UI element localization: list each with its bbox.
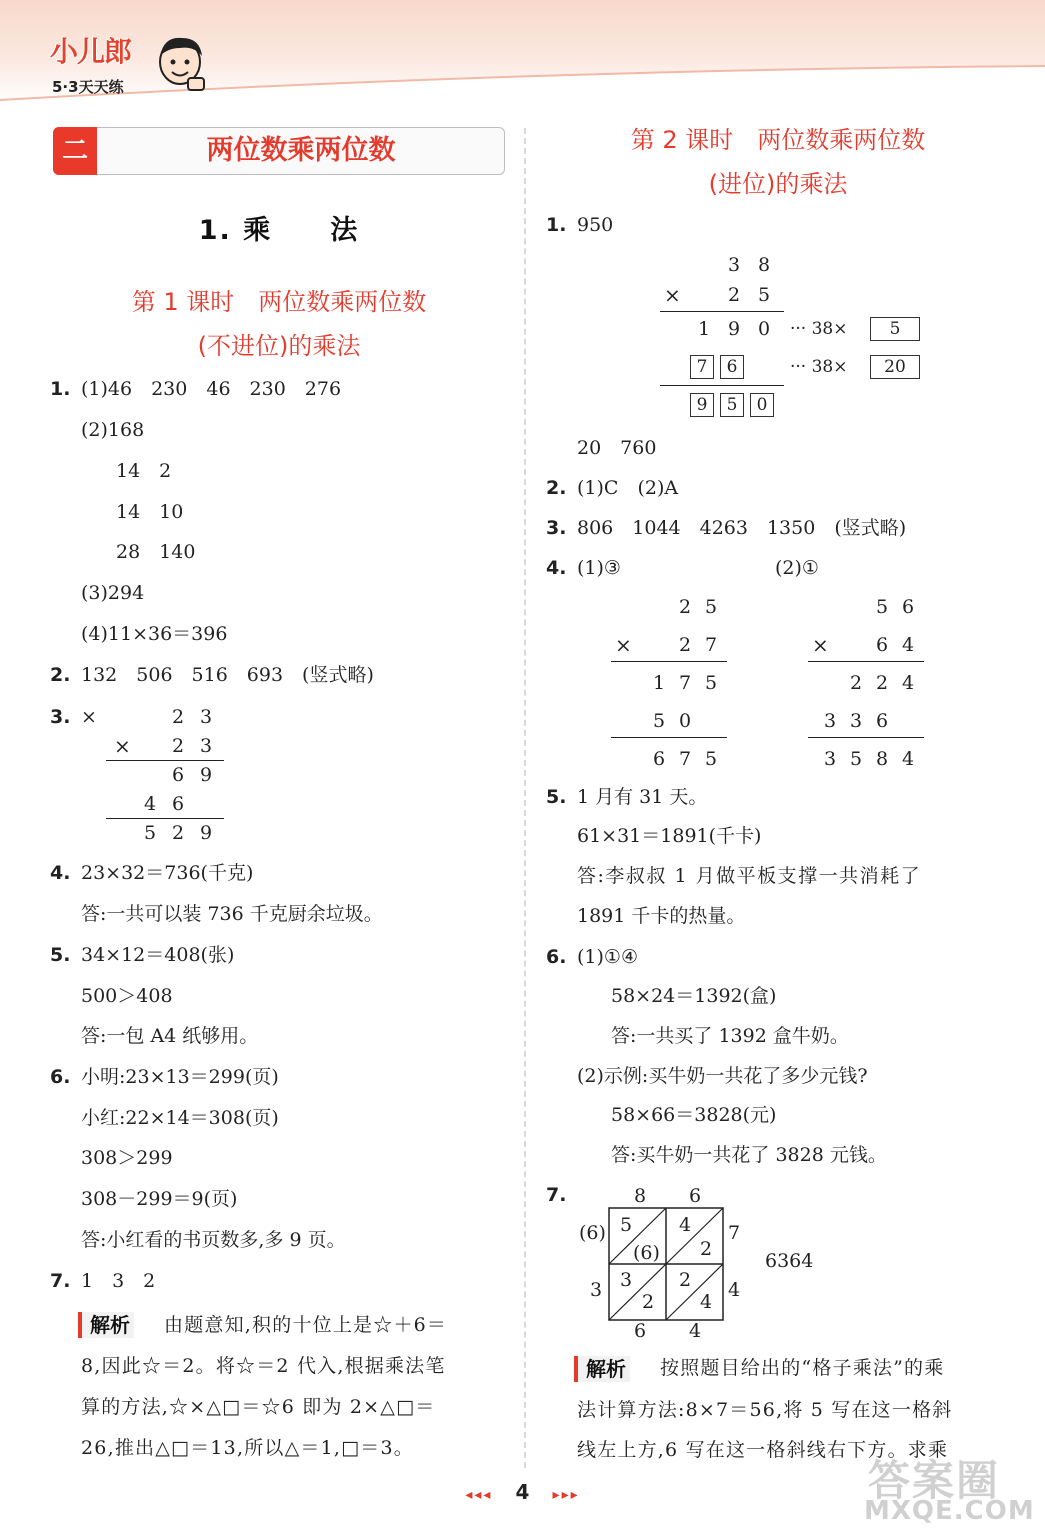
lesson-title-2-line1: 第 2 课时 两位数乘两位数 xyxy=(630,126,926,154)
vertical-multiplication xyxy=(611,595,729,775)
answer-line: (2)168 xyxy=(81,419,145,441)
unit-banner xyxy=(53,127,505,175)
answer-line: (3)294 xyxy=(81,582,145,604)
answer-line: 500＞408 xyxy=(81,985,173,1007)
answer-line: 1 月有 31 天。 xyxy=(577,786,708,808)
question-number: 7. xyxy=(50,1270,71,1292)
answer-box: 7 xyxy=(690,355,714,379)
answer-line: (1)46 230 46 230 276 xyxy=(81,378,342,400)
lattice-bottom-digit: 4 xyxy=(689,1320,702,1342)
rule-line xyxy=(106,760,224,761)
answer-line: 答:一包 A4 纸够用。 xyxy=(81,1025,259,1047)
lattice-cell-digit: (6) xyxy=(633,1242,660,1264)
rule-line xyxy=(660,385,784,386)
answer-line: 28 140 xyxy=(116,541,196,563)
lattice-answer: 6364 xyxy=(765,1250,814,1272)
digit: 6 xyxy=(652,748,666,770)
lattice-top-digit: 8 xyxy=(634,1185,647,1207)
digit: 2 xyxy=(171,706,185,728)
answer-line: 小红:22×14＝308(页) xyxy=(81,1107,279,1129)
digit: 3 xyxy=(199,735,213,757)
answer-line: 答:一共买了 1392 盒牛奶。 xyxy=(611,1025,849,1047)
lattice-right-digit: 7 xyxy=(728,1222,741,1244)
answer-line: 58×24＝1392(盒) xyxy=(611,985,777,1007)
digit: 5 xyxy=(704,748,718,770)
answer-line: (1)③ xyxy=(577,557,621,579)
lattice-cell-digit: 5 xyxy=(620,1214,633,1236)
answer-line: 1891 千卡的热量。 xyxy=(577,905,746,927)
digit: 6 xyxy=(901,596,915,618)
analysis-text: 26,推出△□＝13,所以△＝1,□＝3。 xyxy=(81,1437,414,1459)
right-arrows-icon: ▸▸▸ xyxy=(552,1487,580,1503)
lattice-cell-digit: 3 xyxy=(620,1269,633,1291)
unit-title: 两位数乘两位数 xyxy=(206,135,396,166)
lesson-title-1-line1: 第 1 课时 两位数乘两位数 xyxy=(131,288,427,316)
digit: 4 xyxy=(901,748,915,770)
digit: 2 xyxy=(678,596,692,618)
analysis-text: 由题意知,积的十位上是☆＋6＝ xyxy=(164,1314,448,1336)
multiply-sign: × xyxy=(812,633,829,657)
multiply-sign: × xyxy=(664,283,681,307)
digit: 8 xyxy=(757,254,771,276)
answer-box: 20 xyxy=(870,355,920,379)
digit: 6 xyxy=(171,764,185,786)
digit: 2 xyxy=(678,634,692,656)
answer-line: 58×66＝3828(元) xyxy=(611,1104,777,1126)
digit: 5 xyxy=(849,748,863,770)
question-number: 2. xyxy=(50,664,71,686)
analysis-text: 算的方法,☆×△□＝☆6 即为 2×△□＝ xyxy=(81,1396,436,1418)
brand-logo xyxy=(50,30,210,102)
rule-line xyxy=(808,661,924,662)
answer-line: 答:李叔叔 1 月做平板支撑一共消耗了 xyxy=(577,865,922,887)
answer-line: 61×31＝1891(千卡) xyxy=(577,825,762,847)
digit: 2 xyxy=(875,672,889,694)
question-number: 2. xyxy=(546,477,567,499)
digit: 8 xyxy=(875,748,889,770)
answer-box: 9 xyxy=(690,393,714,417)
watermark-bottom-text: MXQE.COM xyxy=(864,1496,1035,1526)
logo-main-text: 小儿郎 xyxy=(50,35,132,68)
digit: 3 xyxy=(823,748,837,770)
analysis-text: 线左上方,6 写在这一格斜线右下方。求乘 xyxy=(577,1439,949,1461)
answer-box: 5 xyxy=(870,317,920,341)
digit: 9 xyxy=(199,822,213,844)
answer-line: (4)11×36＝396 xyxy=(81,623,228,645)
multiply-sign: × xyxy=(615,633,632,657)
question-number: 1. xyxy=(50,378,71,400)
unit-number: 二 xyxy=(53,127,97,175)
answer-line: 308＞299 xyxy=(81,1147,173,1169)
question-number: 5. xyxy=(546,786,567,808)
lattice-cell-digit: 2 xyxy=(679,1269,692,1291)
lesson-title-1-line2: (不进位)的乘法 xyxy=(197,332,361,360)
lattice-left-digit: (6) xyxy=(579,1222,606,1244)
lattice-right-digit: 4 xyxy=(728,1279,741,1301)
analysis-text: 法计算方法:8×7＝56,将 5 写在这一格斜 xyxy=(577,1399,953,1421)
digit: 0 xyxy=(757,318,771,340)
rule-line xyxy=(808,737,924,738)
lattice-cell-digit: 4 xyxy=(700,1291,713,1313)
question-number: 4. xyxy=(50,862,71,884)
answer-line: 806 1044 4263 1350 (竖式略) xyxy=(577,517,907,539)
analysis-tag: 解析 xyxy=(574,1356,630,1382)
digit: 2 xyxy=(849,672,863,694)
digit: 5 xyxy=(875,596,889,618)
answer-line: 950 xyxy=(577,214,614,236)
site-watermark xyxy=(858,1448,1038,1532)
answer-line: 20 760 xyxy=(577,437,657,459)
question-number: 6. xyxy=(50,1066,71,1088)
digit: 3 xyxy=(849,710,863,732)
digit: 2 xyxy=(727,284,741,306)
section-title: 1. 乘 法 xyxy=(198,215,360,246)
vertical-multiplication xyxy=(808,595,926,775)
answer-box: 0 xyxy=(750,393,774,417)
answer-line: 308－299＝9(页) xyxy=(81,1188,238,1210)
digit: 5 xyxy=(704,672,718,694)
analysis-text: 8,因此☆＝2。将☆＝2 代入,根据乘法笔 xyxy=(81,1355,446,1377)
digit: 9 xyxy=(199,764,213,786)
answer-line: 答:一共可以装 736 千克厨余垃圾。 xyxy=(81,903,383,925)
digit: 3 xyxy=(199,706,213,728)
answer-line: 34×12＝408(张) xyxy=(81,944,235,966)
answer-line: 小明:23×13＝299(页) xyxy=(81,1066,279,1088)
digit: 7 xyxy=(678,748,692,770)
analysis-tag: 解析 xyxy=(78,1312,134,1338)
lattice-left-digit: 3 xyxy=(590,1279,603,1301)
digit: 6 xyxy=(875,634,889,656)
answer-line: 1 3 2 xyxy=(81,1270,156,1292)
digit: 7 xyxy=(678,672,692,694)
digit: 2 xyxy=(171,735,185,757)
answer-line: (2)示例:买牛奶一共花了多少元钱? xyxy=(577,1065,868,1087)
multiply-sign: × xyxy=(114,734,131,758)
digit: 2 xyxy=(171,822,185,844)
left-arrows-icon: ◂◂◂ xyxy=(465,1487,493,1503)
answer-line: (1)①④ xyxy=(577,946,638,968)
lattice-cell-digit: 4 xyxy=(679,1214,692,1236)
digit: 1 xyxy=(697,318,711,340)
question-number: 5. xyxy=(50,944,71,966)
digit: 6 xyxy=(171,793,185,815)
lattice-cell-digit: 2 xyxy=(642,1291,655,1313)
analysis-text: 按照题目给出的“格子乘法”的乘 xyxy=(660,1357,945,1379)
lesson-title-1 xyxy=(53,280,505,368)
question-number: 1. xyxy=(546,214,567,236)
lattice-bottom-digit: 6 xyxy=(634,1320,647,1342)
vertical-multiplication xyxy=(106,705,224,845)
digit: 4 xyxy=(143,793,157,815)
digit: 5 xyxy=(652,710,666,732)
answer-line: (2)① xyxy=(775,557,819,579)
rule-line xyxy=(660,311,784,312)
rule-line xyxy=(106,818,224,819)
answer-box: 5 xyxy=(720,393,744,417)
logo-sub-text: 5·3天天练 xyxy=(52,78,124,96)
digit: 5 xyxy=(704,596,718,618)
wrong-mark: × xyxy=(81,706,97,728)
question-number: 3. xyxy=(546,517,567,539)
digit: 1 xyxy=(652,672,666,694)
digit: 5 xyxy=(143,822,157,844)
digit: 3 xyxy=(727,254,741,276)
answer-line: (1)C (2)A xyxy=(577,477,679,499)
watermark-top-text: 答案圈 xyxy=(868,1456,1001,1505)
column-divider xyxy=(524,128,526,1468)
digit: 0 xyxy=(678,710,692,732)
digit: 9 xyxy=(727,318,741,340)
digit: 3 xyxy=(823,710,837,732)
question-number: 4. xyxy=(546,557,567,579)
page-number: 4 xyxy=(515,1480,530,1504)
lattice-top-digit: 6 xyxy=(689,1185,702,1207)
answer-line: 23×32＝736(千克) xyxy=(81,862,254,884)
digit: 4 xyxy=(901,672,915,694)
question-number: 3. xyxy=(50,706,71,728)
lesson-title-2-line2: (进位)的乘法 xyxy=(708,170,848,198)
digit: 4 xyxy=(901,634,915,656)
answer-line: 答:小红看的书页数多,多 9 页。 xyxy=(81,1229,346,1251)
digit: 7 xyxy=(704,634,718,656)
lattice-cell-digit: 2 xyxy=(700,1238,713,1260)
answer-line: 14 10 xyxy=(116,501,184,523)
answer-box: 6 xyxy=(720,355,744,379)
rule-line xyxy=(611,661,727,662)
question-number: 7. xyxy=(546,1184,567,1206)
note-text: ··· 38× xyxy=(790,319,848,339)
answer-line: 答:买牛奶一共花了 3828 元钱。 xyxy=(611,1144,887,1166)
lesson-title-2 xyxy=(548,118,1008,206)
boy-mascot-icon xyxy=(150,32,210,98)
answer-line: 14 2 xyxy=(116,460,172,482)
answer-line: 132 506 516 693 (竖式略) xyxy=(81,664,374,686)
vertical-multiplication-boxes xyxy=(660,253,930,423)
digit: 6 xyxy=(875,710,889,732)
digit: 5 xyxy=(757,284,771,306)
note-text: ··· 38× xyxy=(790,357,848,377)
question-number: 6. xyxy=(546,946,567,968)
rule-line xyxy=(611,737,727,738)
